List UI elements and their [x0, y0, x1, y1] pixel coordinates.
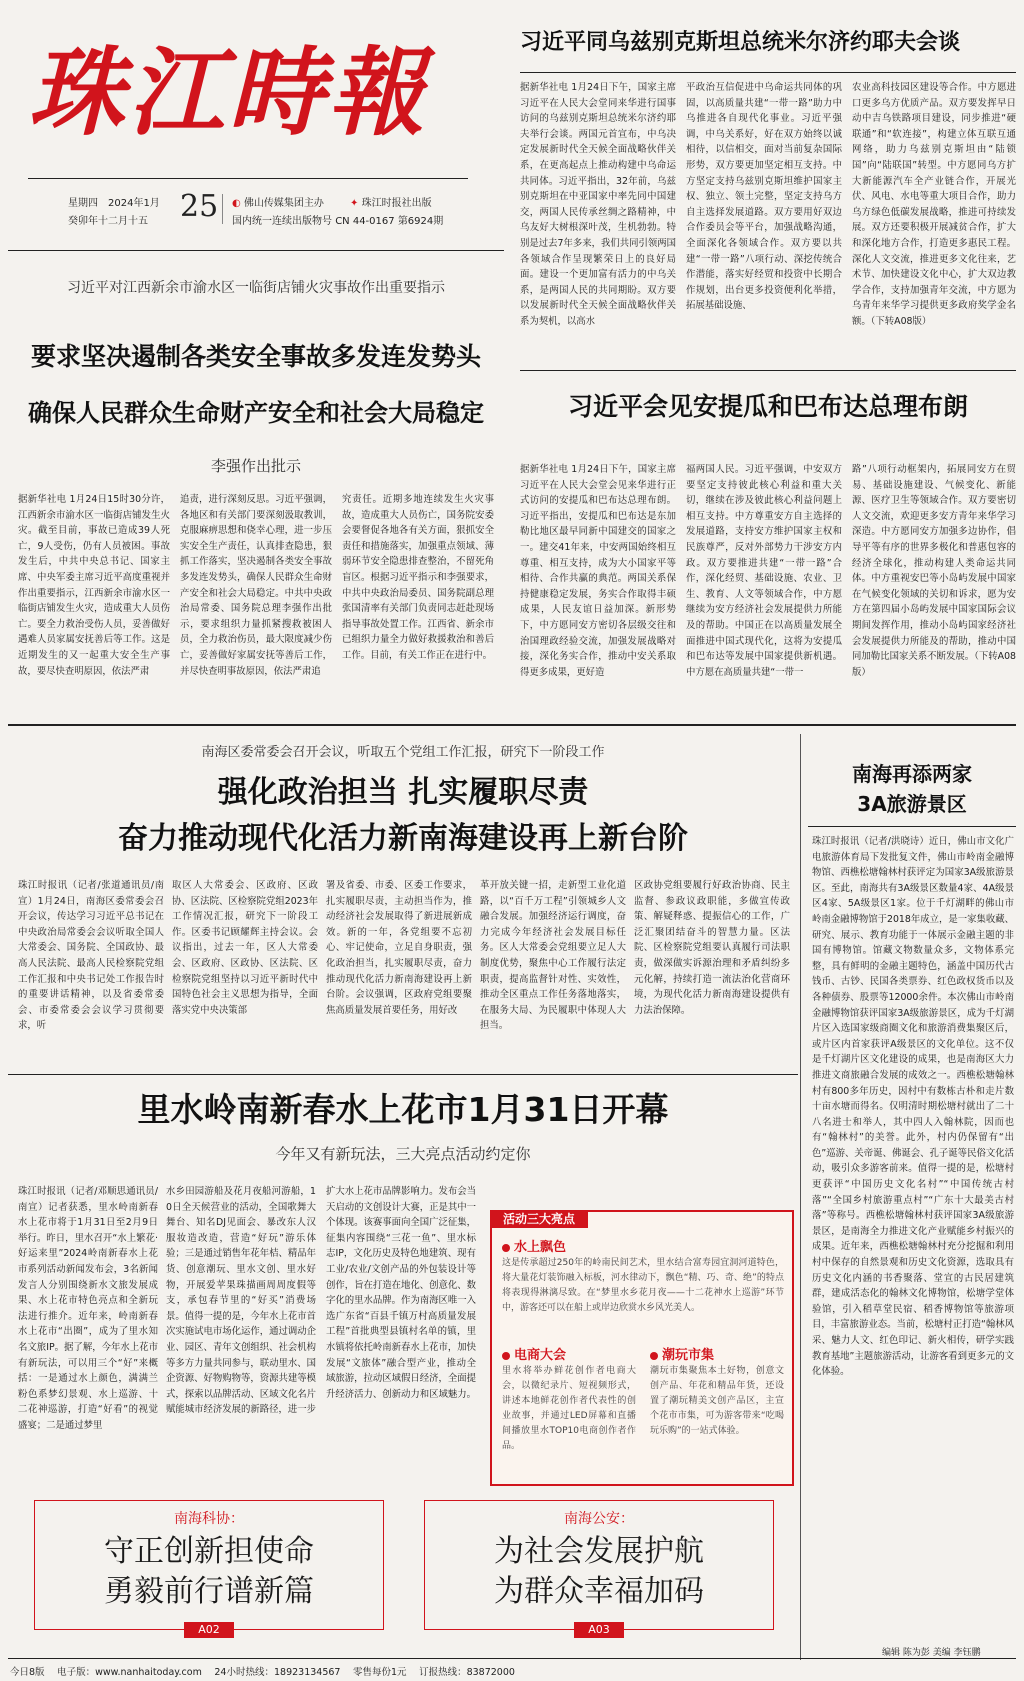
lead-col-3: 究责任。近期多地连续发生火灾事故，造成重大人员伤亡，国务院安委会要督促各地各有关方面，狠抓安全责任和措施落实，加强重点领域、薄弱环节安全隐患排查整治，不留死角盲区。根据习近平指示和李强要求，中共中央政治局委员、国务院副总理张国清率有关部门负责同志赶赴现场指导事故处置工作。江西省、新余市已组织力量全力做好救援救治和善后工作。目前，有关工作正在进行中。: [342, 494, 494, 661]
bottom-box-1-tag[interactable]: A02: [184, 1622, 234, 1638]
scenic-headline-2: 3A旅游景区: [857, 792, 967, 816]
footer-bar: [10, 1664, 515, 1678]
lead-col-2: 追责，进行深刻反思。习近平强调，各地区和有关部门要深刻汲取教训，克服麻痹思想和侥幸心理，进一步压实安全生产责任，认真排查隐患，狠抓工作落实，坚决遏制各类安全事故多发连发势头，确保人民群众生命财产安全和社会大局稳定。中共中央政治局常委、国务院总理李强作出批示，要求组织力量抓紧搜救被困人员，全力救治伤员，最大限度减少伤亡，妥善做好家属安抚等善后工作，并尽快查明事故原因，依法严肃追: [180, 494, 332, 677]
nanhai-headline-1: 强化政治担当 扎实履职尽责: [217, 775, 589, 810]
publisher-secondary-label: 珠江时报社出版: [361, 198, 432, 209]
activity-title-3-text: 潮玩市集: [662, 1348, 715, 1363]
footer-hotline: 24小时热线：18923134567: [214, 1667, 341, 1678]
editor-credit: 编辑 陈为彭 美编 李钰鹏: [882, 1648, 981, 1658]
brown-col-3: 路”八项行动框架内，拓展同安方在贸易、基础设施建设、气候变化、新能源、医疗卫生等领域合作。双方要密切人文交流，欢迎更多安方青年来华学习深造。中方愿同安方加强多边协作，倡导平等有序的世界多极化和普惠包容的经济全球化，推动构建人类命运共同体。中方重视安巴等小岛屿发展中国家在气候变化领域的关切和诉求，愿为安方在第四届小岛屿发展中国家国际会议期间发挥作用，推动小岛屿国家经济社会发展提供力所能及的帮助，推动中国同加勒比国家关系不断发展。（下转A08版）: [852, 464, 1016, 678]
masthead-underline: [28, 178, 468, 179]
scenic-rule: [808, 826, 1016, 827]
newspaper-logo: 珠江時報: [28, 36, 428, 149]
activity-dot-icon: [502, 1352, 510, 1360]
nanhai-col-4: 革开放关键一招，走新型工业化道路，以“百千万工程”引领城乡人文融合发展。加强经济运行调度，奋力完成今年经济社会发展目标任务。区人大常委会党组要立足人大制度优势，聚焦中心工作履行法定职责，提高监督针对性、实效性，推动全区重点工作任务落地落实，在服务大局、为民履职中体现人大担当。: [480, 880, 626, 1032]
activity-body-1: 这是传承超过250年的岭南民间艺术，里水结合富寿园宜洞河道特色，将大量花灯装饰融入标板，河水律动下，飘色“精、巧、奇、绝”的特点将表现得淋漓尽致。在“梦里水乡花月夜——十二花神水上巡游”环节中，游客还可以在船上或岸边欣赏水乡风光美人。: [502, 1258, 784, 1313]
lead-headline-2: 确保人民群众生命财产安全和社会大局稳定: [28, 399, 484, 427]
scenic-headline-1: 南海再添两家: [852, 762, 972, 786]
activity-title-3: [650, 1344, 714, 1363]
nanhai-col-1: 珠江时报讯（记者/张道通讯员/南宣）1月24日，南海区委常委会召开会议，传达学习习近平总书记在中央政治局常委会会议听取全国人大常委会、国务院、全国政协、最高人民法院、最高人民检察院党组工作汇报和中央书记处工作报告时的重要讲话精神，以及省委常委会、市委常委会会议学习贯彻要求，听: [18, 880, 164, 1032]
bottom-box-2-tag[interactable]: A03: [574, 1622, 624, 1638]
activity-dot-icon: [502, 1244, 510, 1252]
bottom-box-2-line1: 为社会发展护航: [494, 1534, 704, 1569]
publisher-logo-icon: ◐: [232, 198, 241, 209]
cn-number: CN 44-0167: [335, 216, 395, 227]
bottom-box-1-line1: 守正创新担使命: [104, 1534, 314, 1569]
cn-label: 国内统一连续出版物号: [232, 216, 332, 227]
nanhai-col-5: 区政协党组要履行好政治协商、民主监督、参政议政职能，多做宣传政策、解疑释惑、提振信心的工作，广泛汇聚团结奋斗的智慧力量。区法院、区检察院党组要认真履行司法职责，做深做实诉源治理和矛盾纠纷多元化解，持续打造一流法治化营商环境，为现代化活力新南海建设提供有力法治保障。: [634, 880, 790, 1016]
activity-body-2: 里水将举办鲜花创作者电商大会，以微纪录片、短视频形式，讲述本地鲜花创作者代表性的创业故事，并通过LED屏幕和直播间播放里水TOP10电商创作者作品。: [502, 1366, 636, 1451]
activity-body-3: 潮玩市集聚焦本土好物，创意文创产品、年花和精品年货，还设置了潮玩精美文创产品区，主宣个花市市集，可为游客带来“吃喝玩乐购”的一站式体验。: [650, 1366, 784, 1436]
flower-sub: 今年又有新玩法，三大亮点活动约定你: [275, 1145, 531, 1163]
issue-number: 第6924期: [397, 216, 444, 227]
uzbek-col-2: 平政治互信促进中乌命运共同体的巩固，以高质量共建“一带一路”助力中乌推进各自现代化事业。习近平强调，中乌关系好，好在双方始终以诚相待，以信相交，面对当前复杂国际形势，双方要更加坚定相互支持。中方坚定支持乌兹别克斯坦维护国家主权、独立、领土完整，坚定支持乌方自主选择发展道路。双方要用好双边合作委员会等平台，加强战略沟通，全面深化各领域合作。双方要以共建“一带一路”八项行动、深挖传统合作潜能，落实好经贸和投资中长期合作规划，出台更多投资便利化举措，拓展基础设施、: [686, 82, 842, 312]
lead-col-1: 据新华社电 1月24日15时30分许，江西新余市渝水区一临街店铺发生火灾。截至目前，事故已造成39人死亡，9人受伤，仍有人员被困。事故发生后，中共中央总书记、国家主席、中央军委主席习近平高度重视并作出重要指示，江西新余市渝水区一临街店铺发生火灾，造成重大人员伤亡。要全力救治受伤人员，妥善做好遇难人员家属安抚善后等工作。这是近期发生的又一起重大安全生产事故，要尽快查明原因，依法严肃: [18, 494, 170, 677]
lead-sub: 李强作出批示: [210, 457, 301, 475]
brown-col-1: 据新华社电 1月24日下午，国家主席习近平在人民大会堂会见来华进行正式访问的安提瓜和巴布达总理布朗。习近平指出，安提瓜和巴布达是东加勒比地区最早同新中国建交的国家之一。建交41年来，中安两国始终相互尊重、相互支持，成为大小国家平等相待、合作共赢的典范。两国关系保持健康稳定发展，务实合作取得丰硕成果，人民友谊日益加深。新形势下，中方愿同安方密切各层级交往和治国理政经验交流，加强发展战略对接，深化务实合作，推动中安关系取得更多成果，更好造: [520, 464, 676, 678]
scenic-body: 珠江时报讯（记者/洪晓诗）近日，佛山市文化广电旅游体育局下发批复文件，佛山市岭南金融博物馆、西樵松塘翰林村获评定为国家3A级旅游景区。至此，南海共有3A级景区数量4家、4A级景区4家、5A级景区1家。位于千灯湖畔的佛山市岭南金融博物馆于2018年成立，是一家集收藏、研究、展示、教育功能于一体展示金融主题的非国有博物馆。馆藏文物数量众多，文物体系完整，具有鲜明的金融主题特色，涵盖中国历代古钱币、古钞、民国各类票券、红色政权货币以及各种债券、股票等12000余件。本次佛山市岭南金融博物馆获评国家3A级旅游景区，成为千灯湖片区入选国家级商圈文化和旅游消费集聚区后，或片区内首家获评A级景区的文化单位。这不仅是千灯湖片区文化建设的成果，也是南海区大力推进文商旅融合发展的成效之一。西樵松塘翰林村有800多年历史，因村中有数栋古朴和走片数十亩水塘而得名。仅明清时期松塘村就出了二十八名进士和举人，其中四人入翰林院，因而也有“翰林村”的美誉。此外，村内仍保留有“出色”巡游、关帝诞、佛诞会、孔子诞等民俗文化活动，吸引众多游客前来。值得一提的是，松塘村更获评“中国历史文化名村”“中国传统古村落”“全国乡村旅游重点村”“广东十大最美古村落”等称号。西樵松塘翰林村获评国家3A级旅游景区，是南海全力推进文化产业赋能乡村振兴的成果。近年来，西樵松塘翰林村充分挖掘和利用村中保存的自然景观和历史文化资源，选取具有历史文化内涵的书香聚落、堂宣的古民居建筑群，建成活态化的翰林文化博物馆，松塘学堂体验馆，引入稻草堂民宿、稻香博物馆等旅游项目，丰富旅游业态。当前，松塘村正打造“翰林风采、魅力人文、红色印记、新火相传，研学实践教育基地”主题旅游活动，让游客看到更多元的文化体验。: [812, 836, 1014, 1378]
activity-title-2: [502, 1344, 566, 1363]
activities-header: 活动三大亮点: [490, 1210, 588, 1228]
uzbek-rule: [520, 72, 1016, 73]
publisher-secondary: [350, 194, 432, 209]
publication-info: [232, 212, 443, 227]
flower-col-3: 扩大水上花市品牌影响力。发布会当天启动的文创设计大赛，正是其中一个体现。该赛事面向全国广泛征集，征集内容围绕“三花一鱼”、里水标志IP，文化历史及特色地建筑、现有工业/农业/文创产品的外包装设计等创作，旨在打造在地化、创意化、数字化的里水品牌。作为南海区唯一入选广东省“百县千镇万村高质量发展工程”首批典型县镇村名单的镇，里水镇将依托岭南新春水上花市，加快发展“文旅体”融合型产业，推动全域旅游，拉动区域假日经济，全面提升经济活力、创新动力和区域魅力。: [326, 1186, 476, 1400]
lead-kicker: 习近平对江西新余市渝水区一临街店铺火灾事故作出重要指示: [67, 280, 445, 296]
nanhai-headline-2: 奋力推动现代化活力新南海建设再上新台阶: [118, 821, 688, 856]
activity-title-1: [502, 1236, 566, 1255]
date-label: 2024年1月: [108, 198, 160, 209]
footer-subscribe: 订报热线：83872000: [419, 1667, 515, 1678]
weekday: 星期四: [68, 198, 98, 209]
activity-title-1-text: 水上飘色: [514, 1240, 567, 1255]
lunar-date: 癸卯年十二月十五: [68, 216, 148, 227]
flower-col-2: 水乡田园游船及花月夜船河游船，10日全天候营业的活动，全国歌舞大舞台、知名DJ见面会、暴改东人汉服妆造改造，营造“好玩”游乐体验；三是通过销售年花年桔、精品年货、创意潮玩、里水文创、里水好物，开展爱苹果珠描画周周度假等支，承包春节里的“好买”消费场景。值得一提的是，今年水上花市首次实施试电市场化运作，通过调动企业、园区、青年文创组织、社会机构等多方力量共同参与，联动里水、国企资源、好物购物等，资源共建等模式，探索以品牌活动、区域文化名片赋能城市经济发展的新路径，进一步: [166, 1186, 316, 1416]
uzbek-col-3: 农业高科技园区建设等合作。中方愿进口更多乌方优质产品。双方要发挥早日动中吉乌铁路项目建设，同步推进“硬联通”和“软连接”，构建立体互联互通网络，助力乌兹别克斯坦由“陆锁国”向“陆联国”转型。中方愿同乌方扩大新能源汽车全产业链合作，开展光伏、风电、水电等重大项目合作，助力乌方绿色低碳发展战略，推进可持续发展。双方还要积极开展减贫合作，扩大和深化地方合作，打造更多惠民工程。深化人文交流，推进更多文化往来，艺术节、加快建设文化中心，扩大双边教学合作，支持加强青年交流，中方愿为乌青年来华学习提供更多政府奖学金名额。（下转A08版）: [852, 82, 1016, 327]
brown-headline: 习近平会见安提瓜和巴布达总理布朗: [567, 392, 968, 421]
bottom-box-2-line2: 为群众幸福加码: [494, 1574, 704, 1609]
footer-website[interactable]: 电子版：www.nanhaitoday.com: [57, 1667, 202, 1678]
lead-headline-1: 要求坚决遏制各类安全事故多发连发势头: [30, 342, 481, 371]
nanhai-col-3: 署及省委、市委、区委工作要求，扎实履职尽责，主动担当作为，推动经济社会发展取得了新进展新成效。新的一年，各党组要不忘初心、牢记使命，立足自身职责，强化政治担当，扎实履职尽责，奋力推动现代化活力新南海建设再上新台阶。会议强调，区政府党组要聚焦高质量发展首要任务，用好改: [326, 880, 472, 1016]
publisher-secondary-icon: ✦: [350, 198, 359, 209]
bottom-box-1-line2: 勇毅前行谱新篇: [104, 1574, 314, 1609]
brown-col-2: 福两国人民。习近平强调，中安双方要坚定支持彼此核心利益和重大关切，继续在涉及彼此核心利益问题上相互支持。中方尊重安方自主选择的发展道路，支持安方维护国家主权和民族尊严，反对外部势力干涉安方内政。双方要推进共建“一带一路”合作，深化经贸、基础设施、农业、卫生、教育、人文等领域合作，中方愿继续为安方经济社会发展提供力所能及的帮助。中国正在以高质量发展全面推进中国式现代化，这将为安提瓜和巴布达等发展中国家提供新机遇。中方愿在高质量共建“一带一: [686, 464, 842, 678]
nanhai-col-2: 取区人大常委会、区政府、区政协、区法院、区检察院党组2023年工作情况汇报，研究下一阶段工作。区委书记顾耀辉主持会议。会议指出，过去一年，区人大常委会、区政府、区政协、区法院、区检察院党组坚持以习近平新时代中国特色社会主义思想为指导，全面落实党中央决策部: [172, 880, 318, 1016]
bottom-box-2-head: 南海公安：: [564, 1511, 634, 1527]
activity-dot-icon: [650, 1352, 658, 1360]
flower-headline: 里水岭南新春水上花市1月31日开幕: [137, 1090, 669, 1129]
brown-top-rule: [520, 370, 1016, 371]
right-column-divider: [800, 734, 801, 1660]
masthead-divider: [222, 194, 223, 224]
publisher-primary-label: 佛山传媒集团主办: [243, 198, 324, 209]
publisher-primary: [232, 194, 324, 209]
footer-pages: 今日8版: [10, 1667, 45, 1678]
lead-top-rule: [8, 250, 504, 251]
flower-top-rule: [8, 1074, 798, 1075]
footer-price: 零售每份1元: [353, 1667, 407, 1678]
nanhai-kicker: 南海区委常委会召开会议，听取五个党组工作汇报，研究下一阶段工作: [201, 745, 605, 760]
activity-title-2-text: 电商大会: [514, 1348, 567, 1363]
uzbek-col-1: 据新华社电 1月24日下午，国家主席习近平在人民大会堂同来华进行国事访问的乌兹别克斯坦总统米尔济约耶夫举行会谈。两国元首宣布，中乌决定发展新时代全天候全面战略伙伴关系，在更高起点上推动构建中乌命运共同体。习近平指出，32年前，乌兹别克斯坦在中亚国家中率先同中国建交，两国人民传承丝绸之路精神，中乌友好大树根深叶茂，生机勃勃。特别是过去7年多来，我们共同引领两国各领域合作呈现繁荣日上的良好局面。建设一个更加富有活力的中乌关系，是两国人民的共同期盼。双方要以发展新时代全天候全面战略伙伴关系为契机，以高水: [520, 82, 676, 327]
section-separator: [8, 724, 1016, 726]
day-number: 25: [180, 189, 219, 224]
flower-col-1: 珠江时报讯（记者/邓顺思通讯员/南宣）记者获悉，里水岭南新春水上花市将于1月31日至2月9日举行。昨日，里水召开“水上繁花·好运来里”2024岭南新春水上花市系列活动新闻发布会，3名新闻发言人分别围绕新水文旅发展成果、水上花市特色亮点和全新玩法进行推介。近年来，岭南新春水上花市“出圈”，成为了里水知名文旅IP。据了解，今年水上花市有新玩法，可以用三个“好”来概括：一是通过水上颜色，满满兰粉色系梦幻景观、水上巡游、十二花神巡游，打造“好看”的视觉盛宴；二是通过梦里: [18, 1186, 158, 1431]
bottom-box-1-head: 南海科协：: [174, 1511, 244, 1527]
footer-rule: [8, 1658, 1016, 1659]
uzbek-headline: 习近平同乌兹别克斯坦总统米尔济约耶夫会谈: [520, 30, 961, 55]
